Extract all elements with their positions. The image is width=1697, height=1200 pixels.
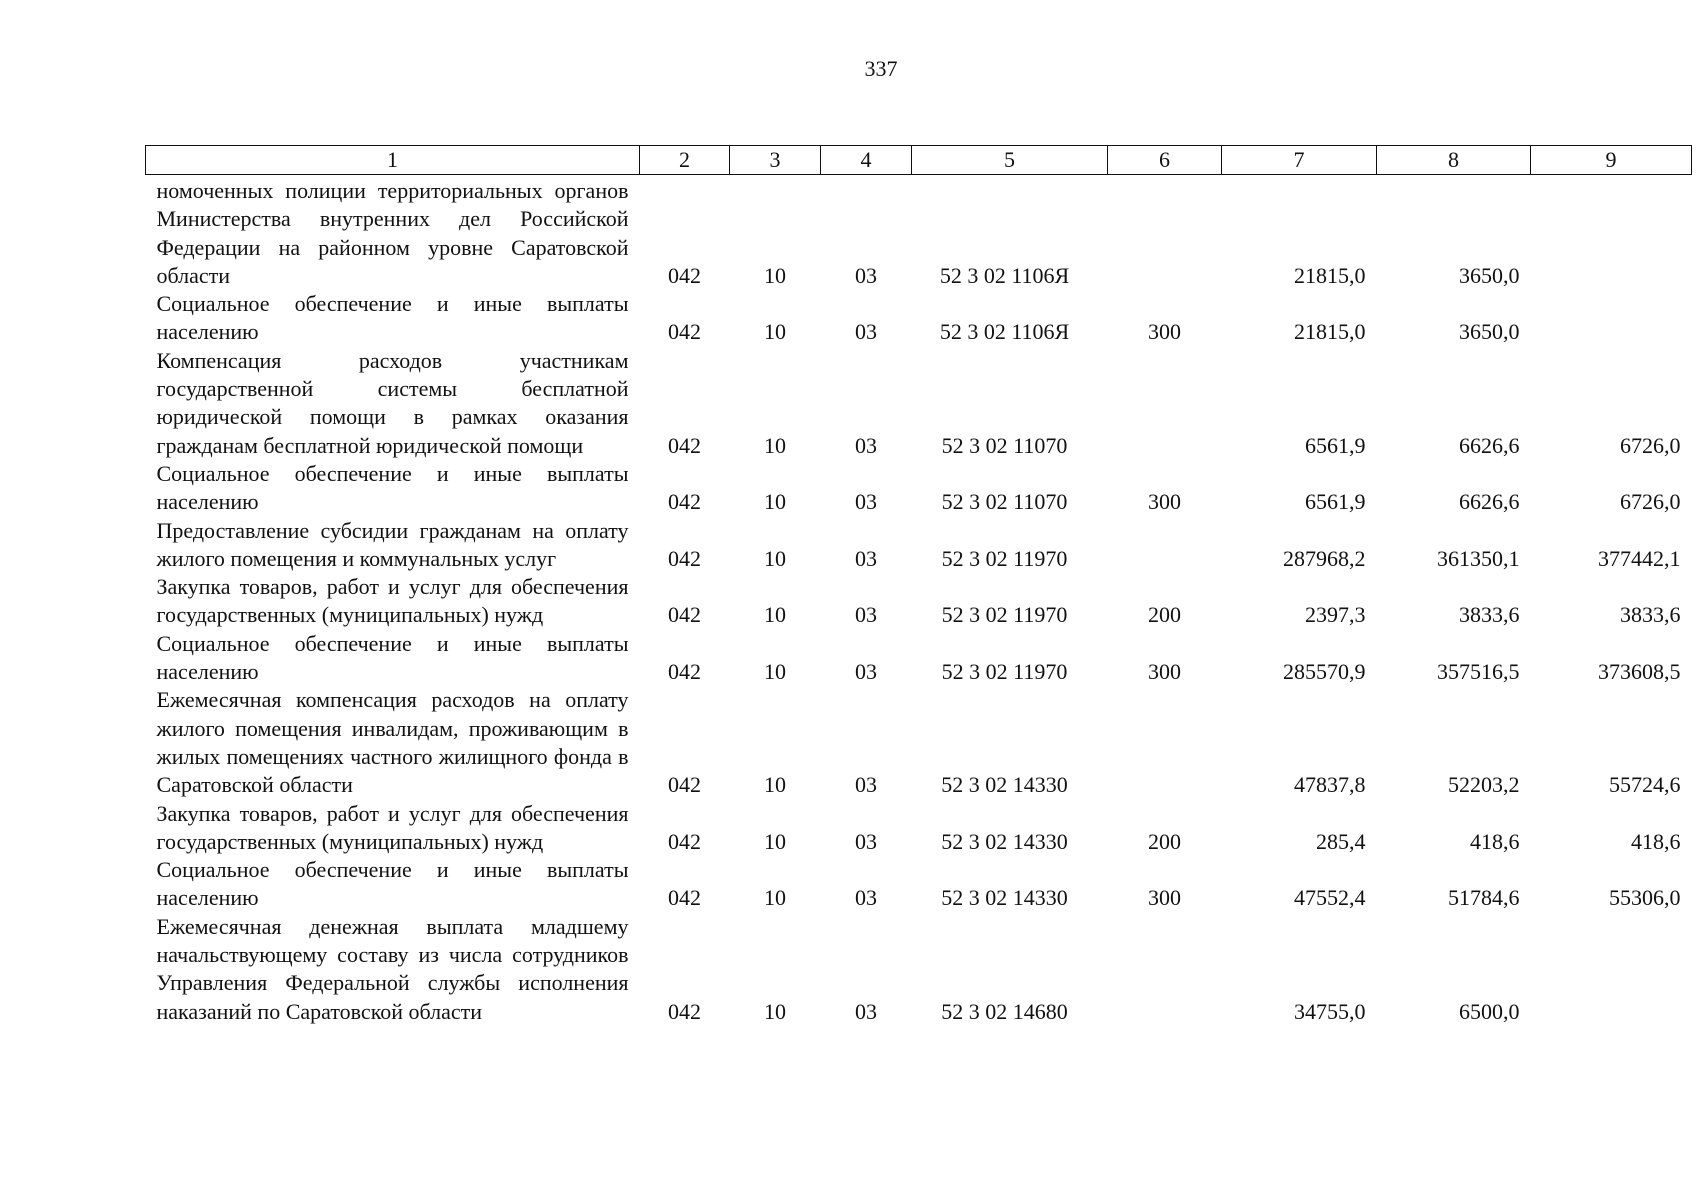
row-subsection-cell: 03 bbox=[855, 885, 877, 911]
row-subsection-cell: 03 bbox=[855, 432, 877, 458]
row-ministry-cell: 042 bbox=[668, 432, 701, 458]
header-cell-8: 8 bbox=[1377, 146, 1531, 175]
row-amount-9-cell: 373608,5 bbox=[1598, 659, 1681, 685]
row-amount-9-cell: 6726,0 bbox=[1620, 432, 1681, 458]
row-subsection-cell: 03 bbox=[855, 319, 877, 345]
table-row bbox=[146, 460, 1692, 517]
table-row bbox=[146, 347, 1692, 460]
row-amount-9-cell: 418,6 bbox=[1631, 828, 1681, 854]
row-subsection-cell: 03 bbox=[855, 545, 877, 571]
page-number: 337 bbox=[864, 56, 898, 81]
row-amount-7-cell: 287968,2 bbox=[1283, 545, 1366, 571]
header-cell-9: 9 bbox=[1531, 146, 1692, 175]
row-ministry-cell: 042 bbox=[668, 772, 701, 798]
row-amount-8-cell: 6500,0 bbox=[1459, 998, 1520, 1024]
row-target-code-cell: 52 3 02 1106Я bbox=[939, 262, 1070, 288]
row-target-code-cell: 52 3 02 11070 bbox=[941, 432, 1068, 458]
row-subsection-cell: 03 bbox=[855, 262, 877, 288]
row-name-cell: Ежемесячная денежная выплата младшему начальствующему составу из числа сотрудников Управления Федеральной службы исполнения наказаний по Саратовской области bbox=[156, 913, 629, 1024]
row-subsection-cell: 03 bbox=[855, 828, 877, 854]
row-ministry-cell: 042 bbox=[668, 262, 701, 288]
row-name-cell: Ежемесячная компенсация расходов на оплату жилого помещения инвалидам, проживающим в жилых помещениях частного жилищного фонда в Саратовской области bbox=[156, 687, 629, 798]
budget-table bbox=[145, 145, 1692, 1026]
row-section-cell: 10 bbox=[764, 432, 786, 458]
row-amount-8-cell: 6626,6 bbox=[1459, 432, 1520, 458]
row-expense-type-cell: 300 bbox=[1148, 319, 1181, 345]
row-section-cell: 10 bbox=[764, 489, 786, 515]
row-amount-7-cell: 6561,9 bbox=[1305, 432, 1366, 458]
row-amount-8-cell: 3833,6 bbox=[1459, 602, 1520, 628]
row-target-code-cell: 52 3 02 14680 bbox=[941, 998, 1068, 1024]
table-row bbox=[146, 630, 1692, 687]
row-section-cell: 10 bbox=[764, 828, 786, 854]
table-row bbox=[146, 686, 1692, 799]
row-ministry-cell: 042 bbox=[668, 885, 701, 911]
row-expense-type-cell bbox=[1108, 517, 1222, 574]
row-amount-9-cell bbox=[1531, 290, 1692, 347]
row-target-code-cell: 52 3 02 11970 bbox=[941, 545, 1068, 571]
row-amount-8-cell: 6626,6 bbox=[1459, 489, 1520, 515]
row-name-cell: Социальное обеспечение и иные выплаты населению bbox=[156, 291, 629, 345]
row-expense-type-cell: 300 bbox=[1148, 885, 1181, 911]
row-section-cell: 10 bbox=[764, 885, 786, 911]
row-subsection-cell: 03 bbox=[855, 659, 877, 685]
row-amount-7-cell: 34755,0 bbox=[1294, 998, 1366, 1024]
row-amount-9-cell: 55724,6 bbox=[1609, 772, 1681, 798]
table-row bbox=[146, 856, 1692, 913]
row-expense-type-cell bbox=[1108, 175, 1222, 291]
row-target-code-cell: 52 3 02 11070 bbox=[941, 489, 1068, 515]
row-amount-9-cell bbox=[1531, 913, 1692, 1026]
row-section-cell: 10 bbox=[764, 319, 786, 345]
row-ministry-cell: 042 bbox=[668, 828, 701, 854]
row-name-cell: Социальное обеспечение и иные выплаты населению bbox=[156, 460, 629, 515]
row-amount-9-cell: 6726,0 bbox=[1620, 489, 1681, 515]
header-cell-6: 6 bbox=[1108, 146, 1222, 175]
row-amount-7-cell: 21815,0 bbox=[1294, 319, 1366, 345]
row-amount-7-cell: 47552,4 bbox=[1294, 885, 1366, 911]
table-row bbox=[146, 800, 1692, 857]
table-header bbox=[146, 146, 1692, 175]
row-target-code-cell: 52 3 02 11970 bbox=[941, 659, 1068, 685]
header-cell-7: 7 bbox=[1222, 146, 1377, 175]
row-name-cell: Компенсация расходов участникам государственной системы бесплатной юридической помощи в рамках оказания гражданам бесплатной юридической помощи bbox=[156, 347, 629, 458]
row-amount-7-cell: 285,4 bbox=[1316, 828, 1366, 854]
table-row bbox=[146, 290, 1692, 347]
row-target-code-cell: 52 3 02 14330 bbox=[941, 772, 1068, 798]
row-expense-type-cell: 200 bbox=[1148, 828, 1181, 854]
row-amount-8-cell: 52203,2 bbox=[1448, 772, 1520, 798]
row-expense-type-cell: 300 bbox=[1148, 489, 1181, 515]
row-amount-9-cell: 3833,6 bbox=[1620, 602, 1681, 628]
row-expense-type-cell bbox=[1108, 913, 1222, 1026]
row-ministry-cell: 042 bbox=[668, 659, 701, 685]
row-name-cell: Закупка товаров, работ и услуг для обеспечения государственных (муниципальных) нужд bbox=[156, 574, 629, 628]
row-amount-7-cell: 6561,9 bbox=[1305, 489, 1366, 515]
row-amount-8-cell: 3650,0 bbox=[1459, 262, 1520, 288]
header-cell-3: 3 bbox=[730, 146, 821, 175]
header-cell-2: 2 bbox=[640, 146, 730, 175]
row-subsection-cell: 03 bbox=[855, 772, 877, 798]
row-expense-type-cell: 300 bbox=[1148, 659, 1181, 685]
row-name-cell: Социальное обеспечение и иные выплаты населению bbox=[156, 857, 629, 911]
header-cell-5: 5 bbox=[912, 146, 1108, 175]
table-row bbox=[146, 573, 1692, 630]
row-ministry-cell: 042 bbox=[668, 489, 701, 515]
row-expense-type-cell: 200 bbox=[1148, 602, 1181, 628]
header-cell-1: 1 bbox=[146, 146, 640, 175]
row-subsection-cell: 03 bbox=[855, 998, 877, 1024]
row-expense-type-cell bbox=[1108, 686, 1222, 799]
row-ministry-cell: 042 bbox=[668, 602, 701, 628]
row-subsection-cell: 03 bbox=[855, 602, 877, 628]
row-ministry-cell: 042 bbox=[668, 319, 701, 345]
row-amount-7-cell: 21815,0 bbox=[1294, 262, 1366, 288]
row-name-cell: Закупка товаров, работ и услуг для обеспечения государственных (муниципальных) нужд bbox=[156, 800, 629, 854]
table-row bbox=[146, 913, 1692, 1026]
table-row bbox=[146, 517, 1692, 574]
row-ministry-cell: 042 bbox=[668, 545, 701, 571]
row-section-cell: 10 bbox=[764, 659, 786, 685]
row-amount-9-cell bbox=[1531, 175, 1692, 291]
row-ministry-cell: 042 bbox=[668, 998, 701, 1024]
row-amount-8-cell: 51784,6 bbox=[1448, 885, 1520, 911]
row-name-cell: Социальное обеспечение и иные выплаты населению bbox=[156, 630, 629, 685]
row-amount-7-cell: 47837,8 bbox=[1294, 772, 1366, 798]
row-amount-9-cell: 377442,1 bbox=[1598, 545, 1681, 571]
row-target-code-cell: 52 3 02 1106Я bbox=[939, 319, 1070, 345]
table-row bbox=[146, 175, 1692, 291]
row-name-cell: номоченных полиции территориальных органов Министерства внутренних дел Российской Федерации на районном уровне Саратовской области bbox=[156, 178, 629, 288]
row-section-cell: 10 bbox=[764, 545, 786, 571]
row-amount-8-cell: 3650,0 bbox=[1459, 319, 1520, 345]
row-section-cell: 10 bbox=[764, 262, 786, 288]
row-amount-8-cell: 418,6 bbox=[1470, 828, 1520, 854]
row-section-cell: 10 bbox=[764, 998, 786, 1024]
row-amount-8-cell: 361350,1 bbox=[1437, 545, 1520, 571]
header-cell-4: 4 bbox=[821, 146, 912, 175]
row-amount-7-cell: 2397,3 bbox=[1305, 602, 1366, 628]
row-target-code-cell: 52 3 02 14330 bbox=[941, 828, 1068, 854]
row-section-cell: 10 bbox=[764, 772, 786, 798]
row-section-cell: 10 bbox=[764, 602, 786, 628]
row-target-code-cell: 52 3 02 11970 bbox=[941, 602, 1068, 628]
header-row bbox=[146, 146, 1692, 175]
table-body bbox=[146, 175, 1692, 1026]
row-target-code-cell: 52 3 02 14330 bbox=[941, 885, 1068, 911]
row-amount-9-cell: 55306,0 bbox=[1609, 885, 1681, 911]
row-amount-7-cell: 285570,9 bbox=[1283, 659, 1366, 685]
row-subsection-cell: 03 bbox=[855, 489, 877, 515]
row-name-cell: Предоставление субсидии гражданам на оплату жилого помещения и коммунальных услуг bbox=[156, 517, 629, 571]
row-amount-8-cell: 357516,5 bbox=[1437, 659, 1520, 685]
row-expense-type-cell bbox=[1108, 347, 1222, 460]
